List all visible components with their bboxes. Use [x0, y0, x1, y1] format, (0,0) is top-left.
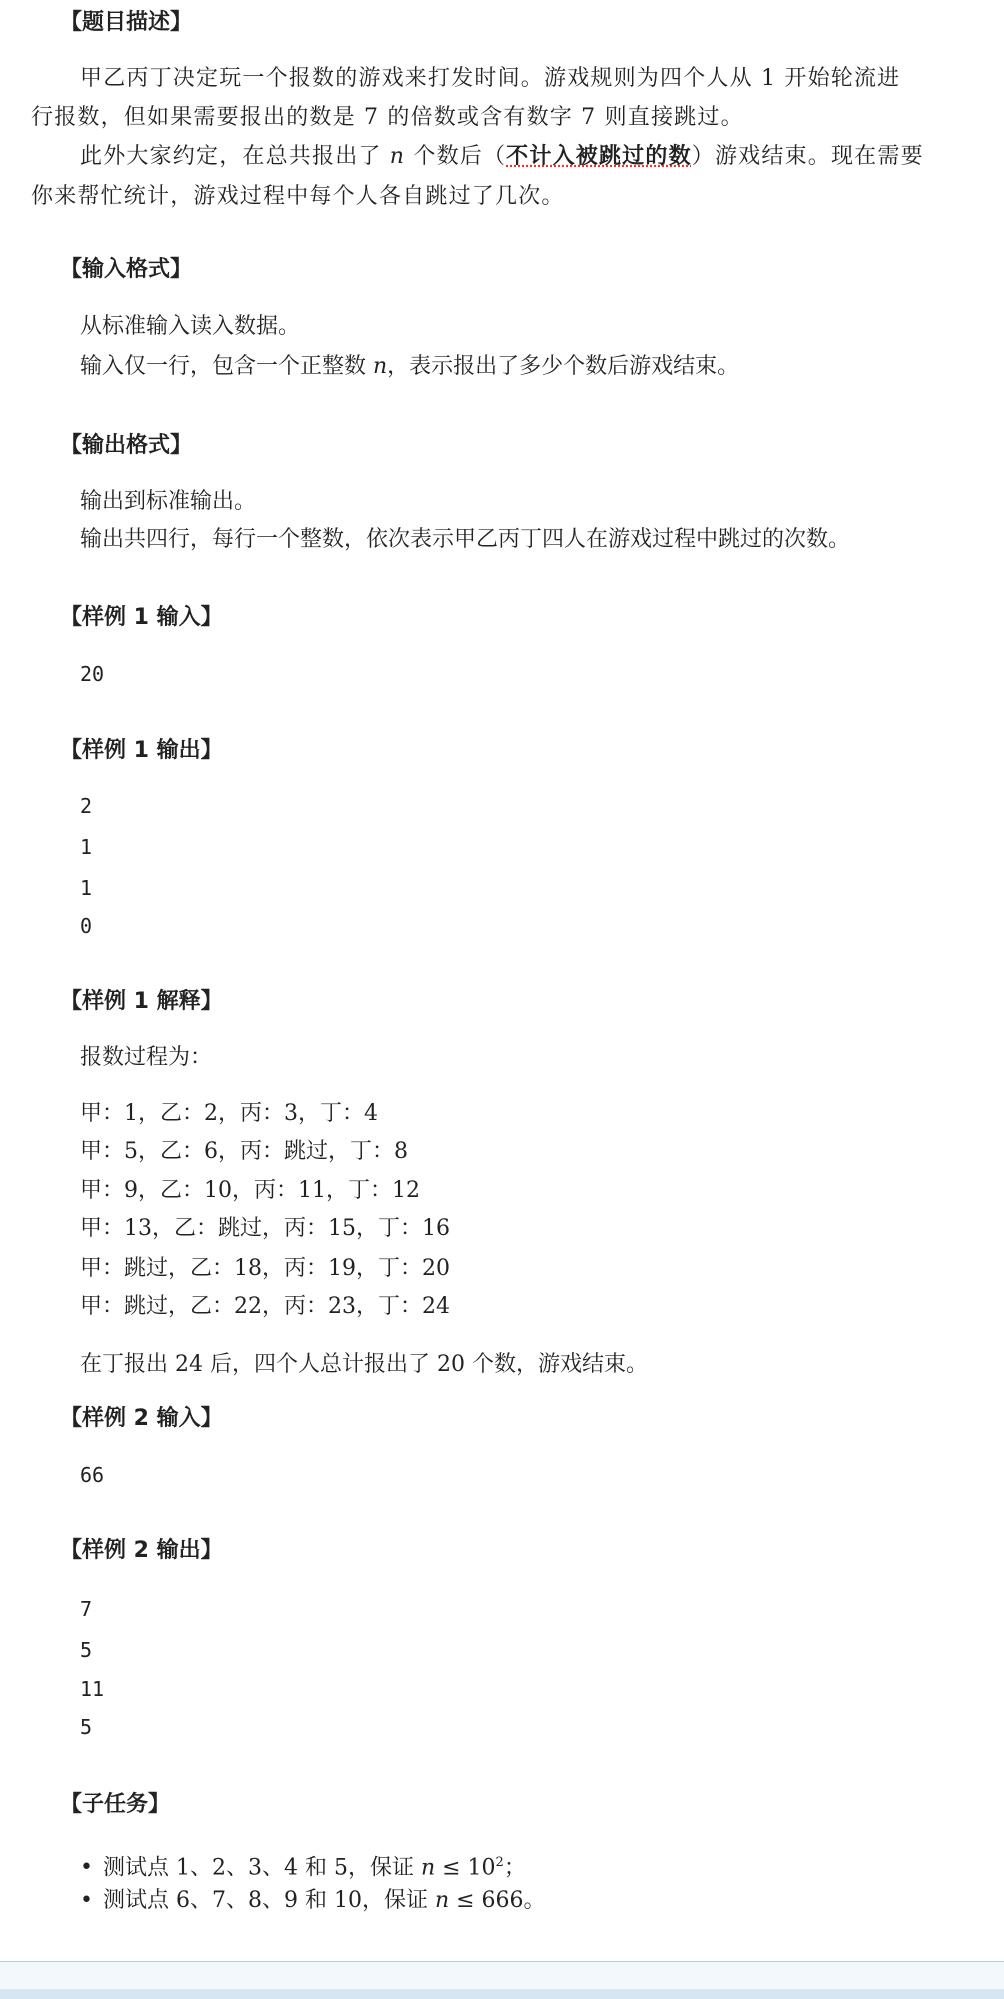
explanation-row: 甲：跳过，乙：18，丙：19，丁：20 — [80, 1256, 450, 1281]
explanation-row: 甲：跳过，乙：22，丙：23，丁：24 — [80, 1294, 450, 1319]
sample1-input-value: 20 — [80, 662, 105, 686]
text: ≤ 10 — [435, 1855, 496, 1881]
sample1-output-line: 2 — [80, 794, 93, 818]
section-title-sample2-output: 【样例 2 输出】 — [60, 1538, 223, 1563]
footer-band — [0, 1961, 1004, 1990]
text: 个数后（ — [405, 144, 507, 169]
sample2-output-line: 7 — [80, 1597, 93, 1621]
exponent: 2 — [495, 1855, 504, 1870]
text: ）游戏结束。现在需要 — [691, 144, 924, 169]
sample2-output-line: 5 — [80, 1638, 93, 1662]
sample2-output-line: 5 — [80, 1715, 93, 1739]
subtask-item — [80, 1886, 546, 1916]
sample2-input-value: 66 — [80, 1463, 105, 1487]
sample1-output-line: 1 — [80, 876, 93, 900]
sample1-output-line: 1 — [80, 835, 93, 859]
description-line: 行报数，但如果需要报出的数是 7 的倍数或含有数字 7 则直接跳过。 — [31, 105, 744, 130]
text: 输入仅一行，包含一个正整数 — [80, 354, 373, 379]
description-line: 你来帮忙统计，游戏过程中每个人各自跳过了几次。 — [31, 184, 565, 209]
var-n: n — [434, 1888, 450, 1913]
explanation-end: 在丁报出 24 后，四个人总计报出了 20 个数，游戏结束。 — [80, 1352, 648, 1377]
sample2-output-line: 11 — [80, 1677, 105, 1701]
footer-bar — [0, 1989, 1004, 1999]
explanation-row: 甲：1，乙：2，丙：3，丁：4 — [80, 1101, 378, 1126]
var-n: n — [420, 1855, 436, 1881]
emphasis-text: 不计入被跳过的数 — [506, 144, 692, 169]
var-n: n — [373, 354, 388, 379]
sample1-output-line: 0 — [80, 914, 93, 938]
text: ，表示报出了多少个数后游戏结束。 — [387, 354, 740, 379]
var-n: n — [389, 144, 406, 169]
explanation-row: 甲：13，乙：跳过，丙：15，丁：16 — [80, 1216, 450, 1241]
text: 此外大家约定，在总共报出了 — [80, 144, 390, 169]
output-line: 输出共四行，每行一个整数，依次表示甲乙丙丁四人在游戏过程中跳过的次数。 — [80, 527, 851, 552]
section-title-sample1-input: 【样例 1 输入】 — [60, 605, 223, 630]
section-title-sample1-explanation: 【样例 1 解释】 — [60, 989, 223, 1014]
subtask-item — [80, 1848, 526, 1881]
explanation-intro: 报数过程为： — [80, 1045, 213, 1070]
text: ≤ 666。 — [449, 1888, 546, 1913]
section-title-description: 【题目描述】 — [60, 10, 193, 35]
text: ； — [503, 1855, 526, 1881]
output-line: 输出到标准输出。 — [80, 489, 257, 514]
description-line — [31, 142, 981, 172]
section-title-subtasks: 【子任务】 — [60, 1792, 171, 1817]
input-line: 从标准输入读入数据。 — [80, 314, 301, 339]
explanation-row: 甲：5，乙：6，丙：跳过，丁：8 — [80, 1139, 408, 1164]
section-title-output: 【输出格式】 — [60, 433, 193, 458]
section-title-sample2-input: 【样例 2 输入】 — [60, 1406, 223, 1431]
text: 测试点 1、2、3、4 和 5，保证 — [102, 1855, 421, 1881]
input-line — [80, 352, 739, 382]
description-line: 甲乙丙丁决定玩一个报数的游戏来打发时间。游戏规则为四个人从 1 开始轮流进 — [80, 66, 901, 91]
text: 测试点 6、7、8、9 和 10，保证 — [102, 1888, 435, 1913]
section-title-input: 【输入格式】 — [60, 257, 193, 282]
section-title-sample1-output: 【样例 1 输出】 — [60, 738, 223, 763]
explanation-row: 甲：9，乙：10，丙：11，丁：12 — [80, 1178, 420, 1203]
